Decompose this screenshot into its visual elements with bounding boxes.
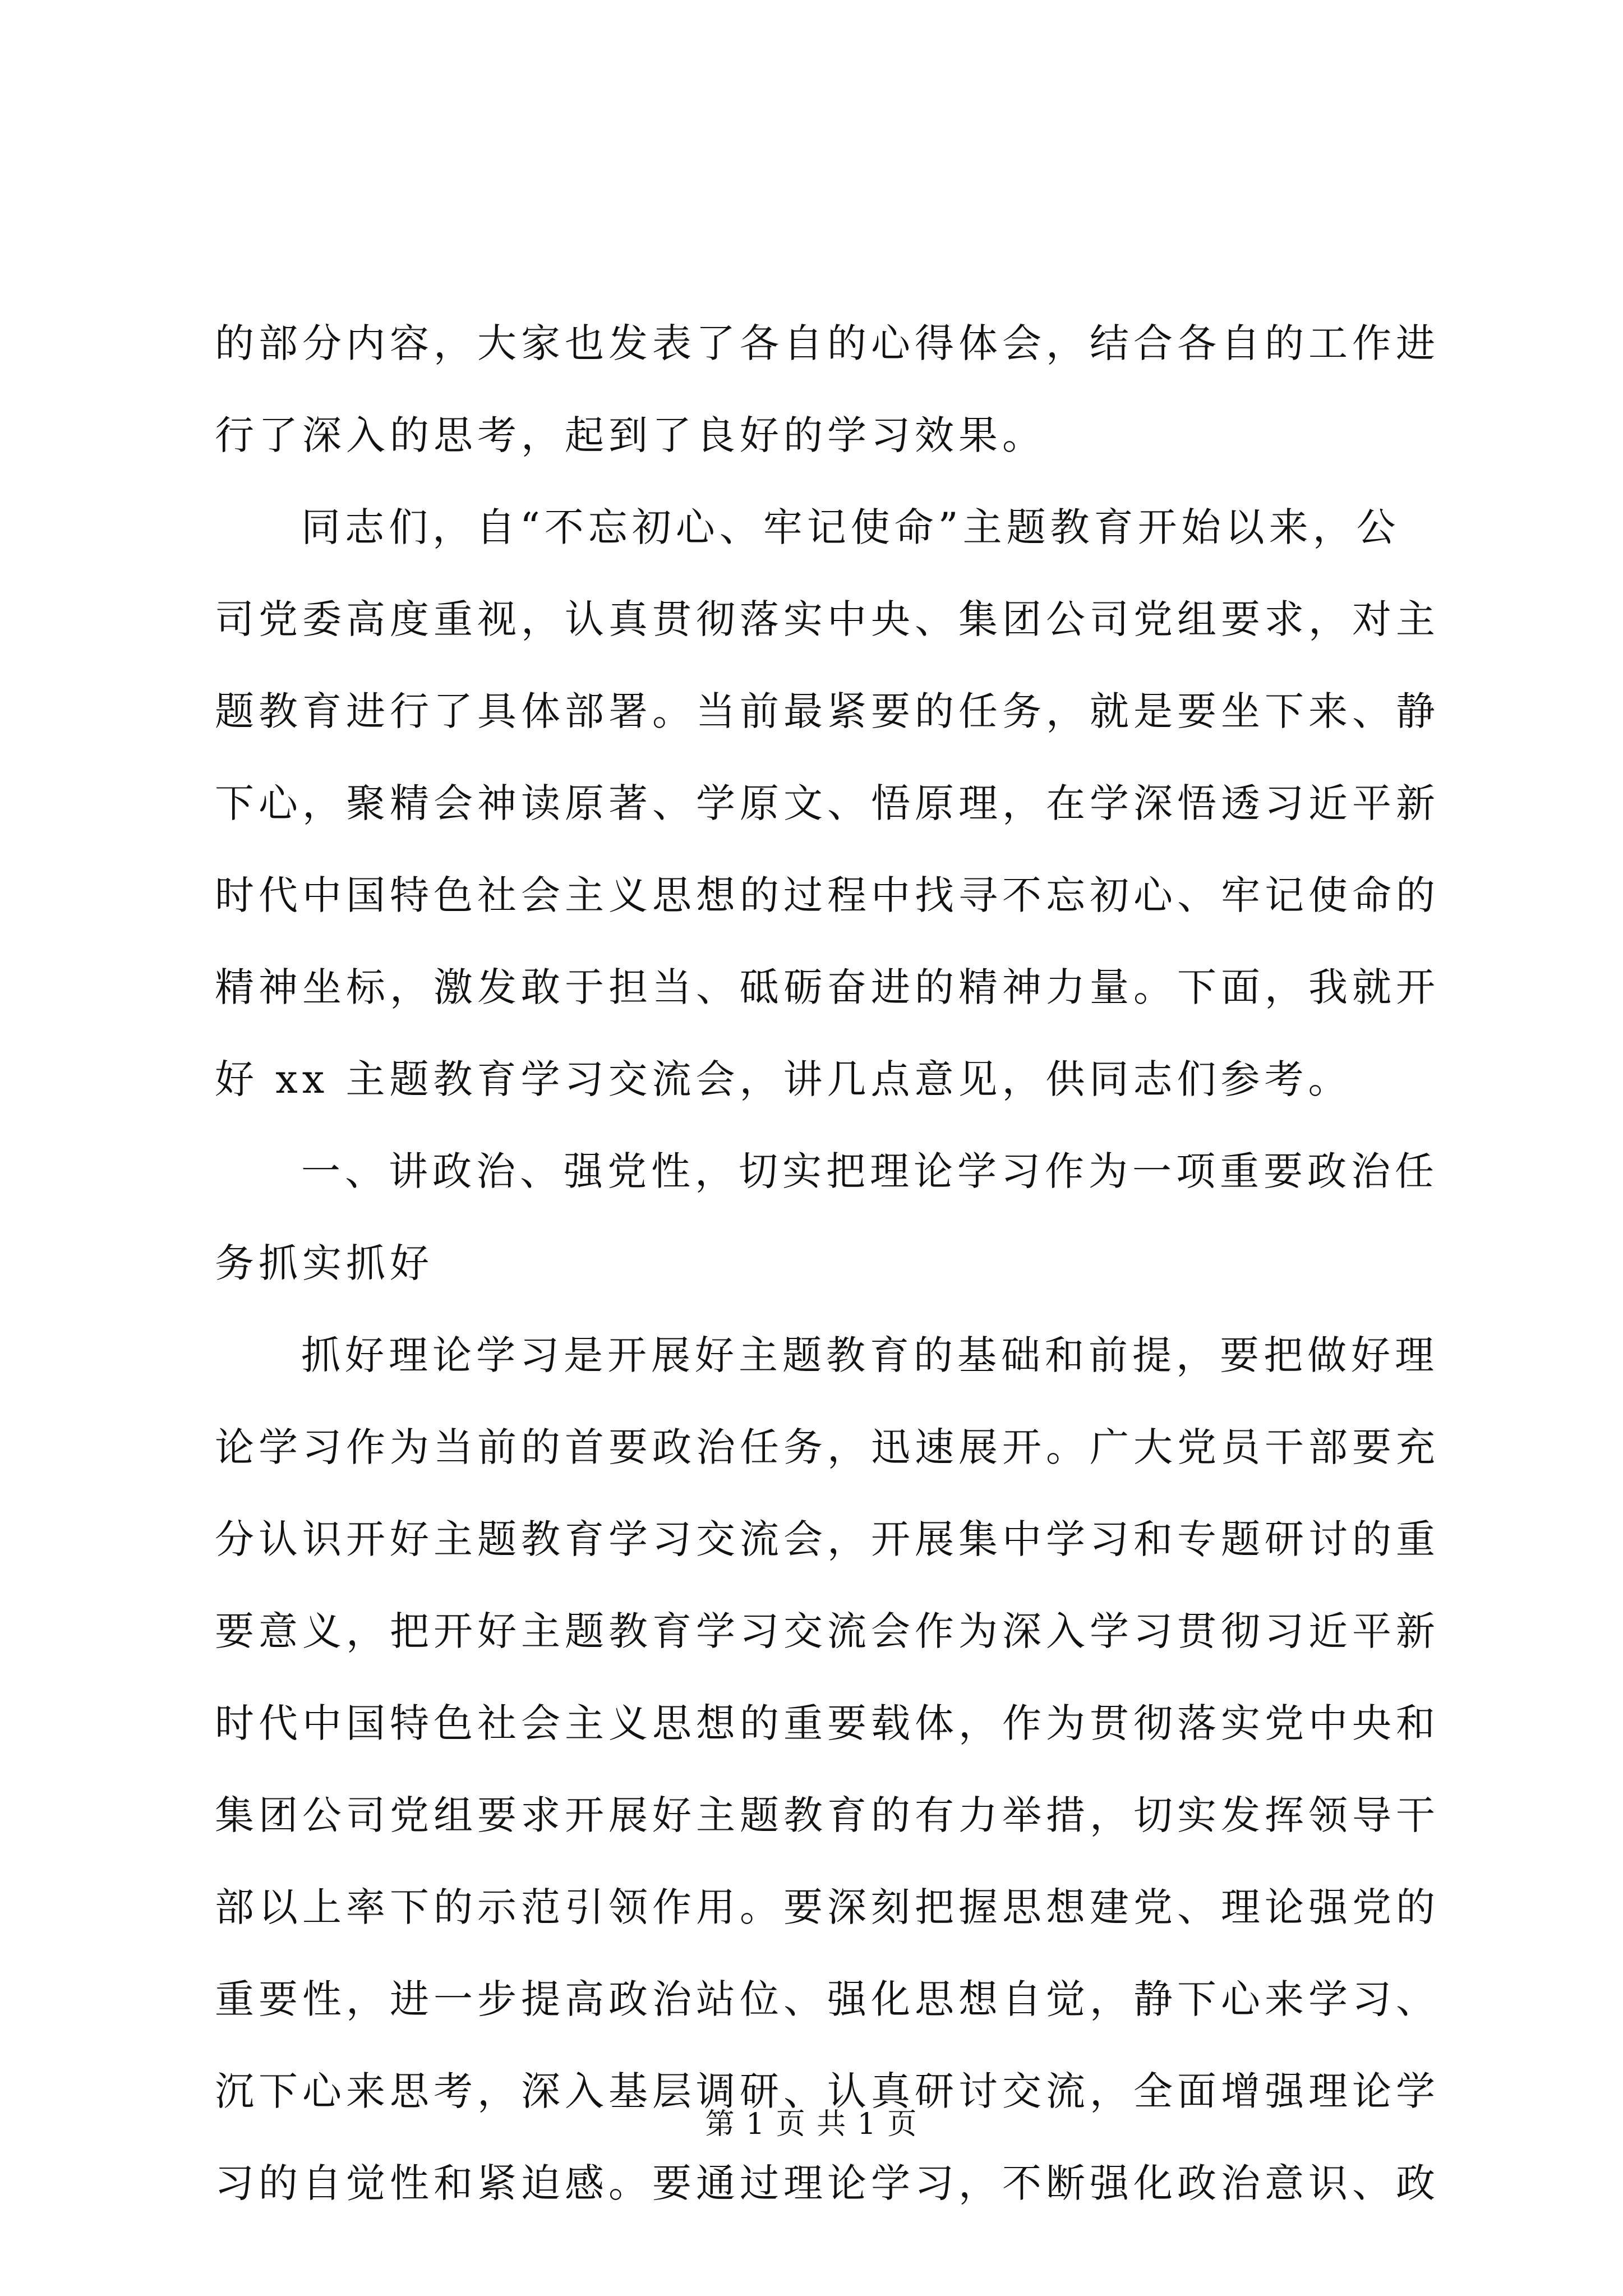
text-line: 抓好理论学习是开展好主题教育的基础和前提，要把做好理 bbox=[301, 1332, 1438, 1378]
text-line: 部以上率下的示范引领作用。要深刻把握思想建党、理论强党的 bbox=[215, 1884, 1440, 1930]
text-line: 时代中国特色社会主义思想的重要载体，作为贯彻落实党中央和 bbox=[215, 1700, 1440, 1746]
document-body bbox=[215, 297, 1440, 2229]
text-line: 沉下心来思考，深入基层调研、认真研讨交流，全面增强理论学 bbox=[215, 2068, 1440, 2114]
text-line: 同志们，自“不忘初心、牢记使命”主题教育开始以来，公 bbox=[301, 504, 1400, 550]
text-line: 要意义，把开好主题教育学习交流会作为深入学习贯彻习近平新 bbox=[215, 1608, 1440, 1654]
text-line: 下心，聚精会神读原著、学原文、悟原理，在学深悟透习近平新 bbox=[215, 780, 1440, 826]
text-line: 行了深入的思考，起到了良好的学习效果。 bbox=[215, 412, 1046, 458]
text-line: 重要性，进一步提高政治站位、强化思想自觉，静下心来学习、 bbox=[215, 1976, 1440, 2022]
text-line: 司党委高度重视，认真贯彻落实中央、集团公司党组要求，对主 bbox=[215, 596, 1440, 642]
text-line: 习的自觉性和紧迫感。要通过理论学习，不断强化政治意识、政 bbox=[215, 2160, 1440, 2206]
section-heading-line: 一、讲政治、强党性，切实把理论学习作为一项重要政治任 bbox=[301, 1148, 1438, 1194]
text-line: 题教育进行了具体部署。当前最紧要的任务，就是要坐下来、静 bbox=[215, 688, 1440, 734]
page-number-footer: 第 1 页 共 1 页 bbox=[705, 2108, 918, 2141]
text-line: 分认识开好主题教育学习交流会，开展集中学习和专题研讨的重 bbox=[215, 1516, 1440, 1562]
text-line: 时代中国特色社会主义思想的过程中找寻不忘初心、牢记使命的 bbox=[215, 872, 1440, 918]
text-line: 精神坐标，激发敢于担当、砥砺奋进的精神力量。下面，我就开 bbox=[215, 964, 1440, 1010]
text-line: 集团公司党组要求开展好主题教育的有力举措，切实发挥领导干 bbox=[215, 1792, 1440, 1838]
text-line: 论学习作为当前的首要政治任务，迅速展开。广大党员干部要充 bbox=[215, 1424, 1440, 1470]
text-line: 好 xx 主题教育学习交流会，讲几点意见，供同志们参考。 bbox=[215, 1056, 1352, 1102]
section-heading-line: 务抓实抓好 bbox=[215, 1240, 434, 1286]
text-line: 的部分内容，大家也发表了各自的心得体会，结合各自的工作进 bbox=[215, 320, 1440, 366]
